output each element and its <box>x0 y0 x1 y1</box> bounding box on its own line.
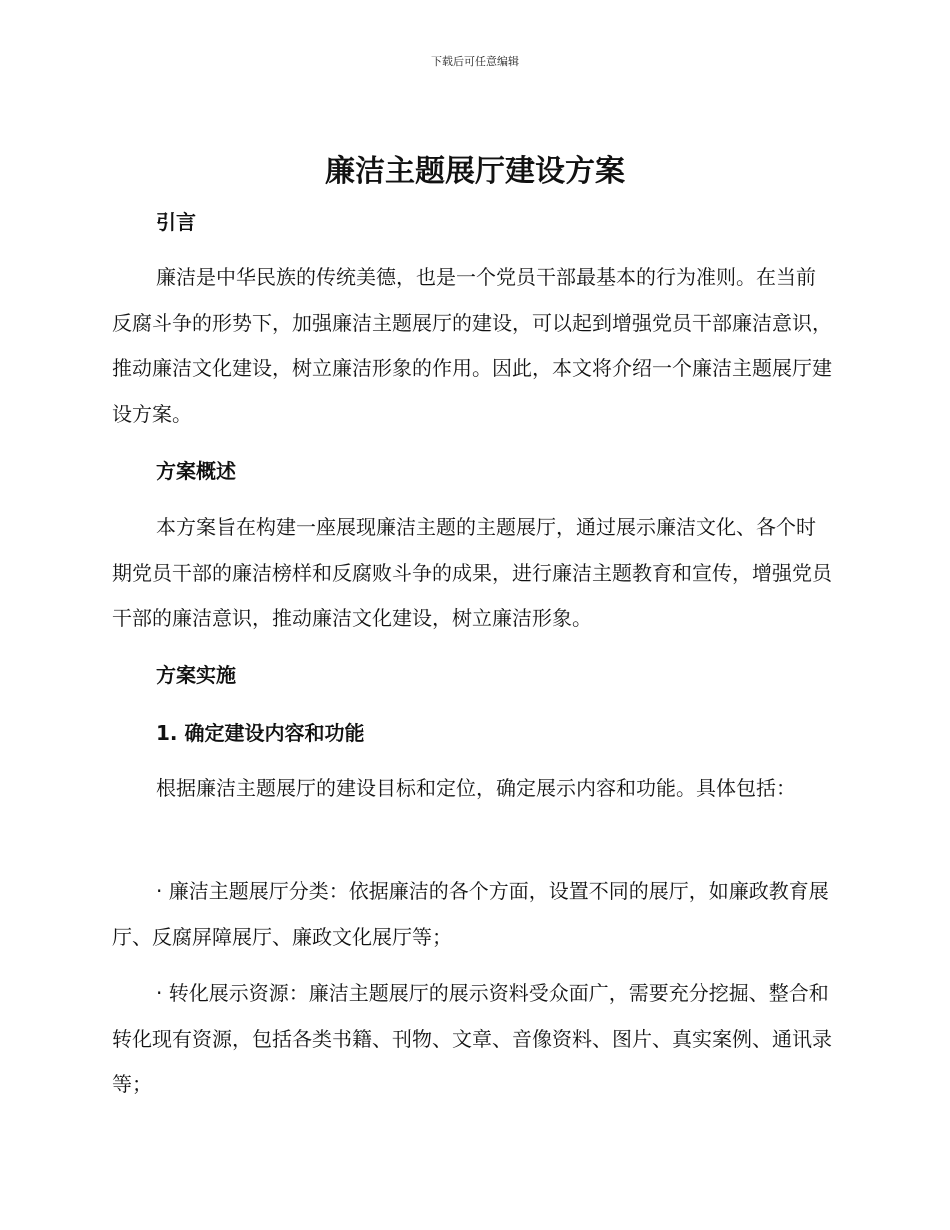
subheading-step1: 1. 确定建设内容和功能 <box>156 721 365 745</box>
page-header-note: 下载后可任意编辑 <box>431 55 519 68</box>
bullet-item-exhibition-categories: · 廉洁主题展厅分类：依据廉洁的各个方面，设置不同的展厅，如廉政教育展厅、反腐屏障展厅、廉政文化展厅等； <box>112 879 829 949</box>
document-title: 廉洁主题展厅建设方案 <box>325 154 625 189</box>
overview-paragraph: 本方案旨在构建一座展现廉洁主题的主题展厅，通过展示廉洁文化、各个时期党员干部的廉洁榜样和反腐败斗争的成果，进行廉洁主题教育和宣传，增强党员干部的廉洁意识，推动廉洁文化建设，树立廉洁形象。 <box>112 515 832 630</box>
step1-paragraph: 根据廉洁主题展厅的建设目标和定位，确定展示内容和功能。具体包括： <box>156 776 796 800</box>
section-heading-intro: 引言 <box>156 210 196 234</box>
section-heading-overview: 方案概述 <box>156 459 236 483</box>
intro-paragraph: 廉洁是中华民族的传统美德，也是一个党员干部最基本的行为准则。在当前反腐斗争的形势下，加强廉洁主题展厅的建设，可以起到增强党员干部廉洁意识，推动廉洁文化建设，树立廉洁形象的作用。因此，本文将介绍一个廉洁主题展厅建设方案。 <box>112 265 832 426</box>
section-heading-implementation: 方案实施 <box>156 663 236 687</box>
bullet-item-display-resources: · 转化展示资源：廉洁主题展厅的展示资料受众面广，需要充分挖掘、整合和转化现有资源，包括各类书籍、刊物、文章、音像资料、图片、真实案例、通讯录等； <box>112 981 832 1096</box>
